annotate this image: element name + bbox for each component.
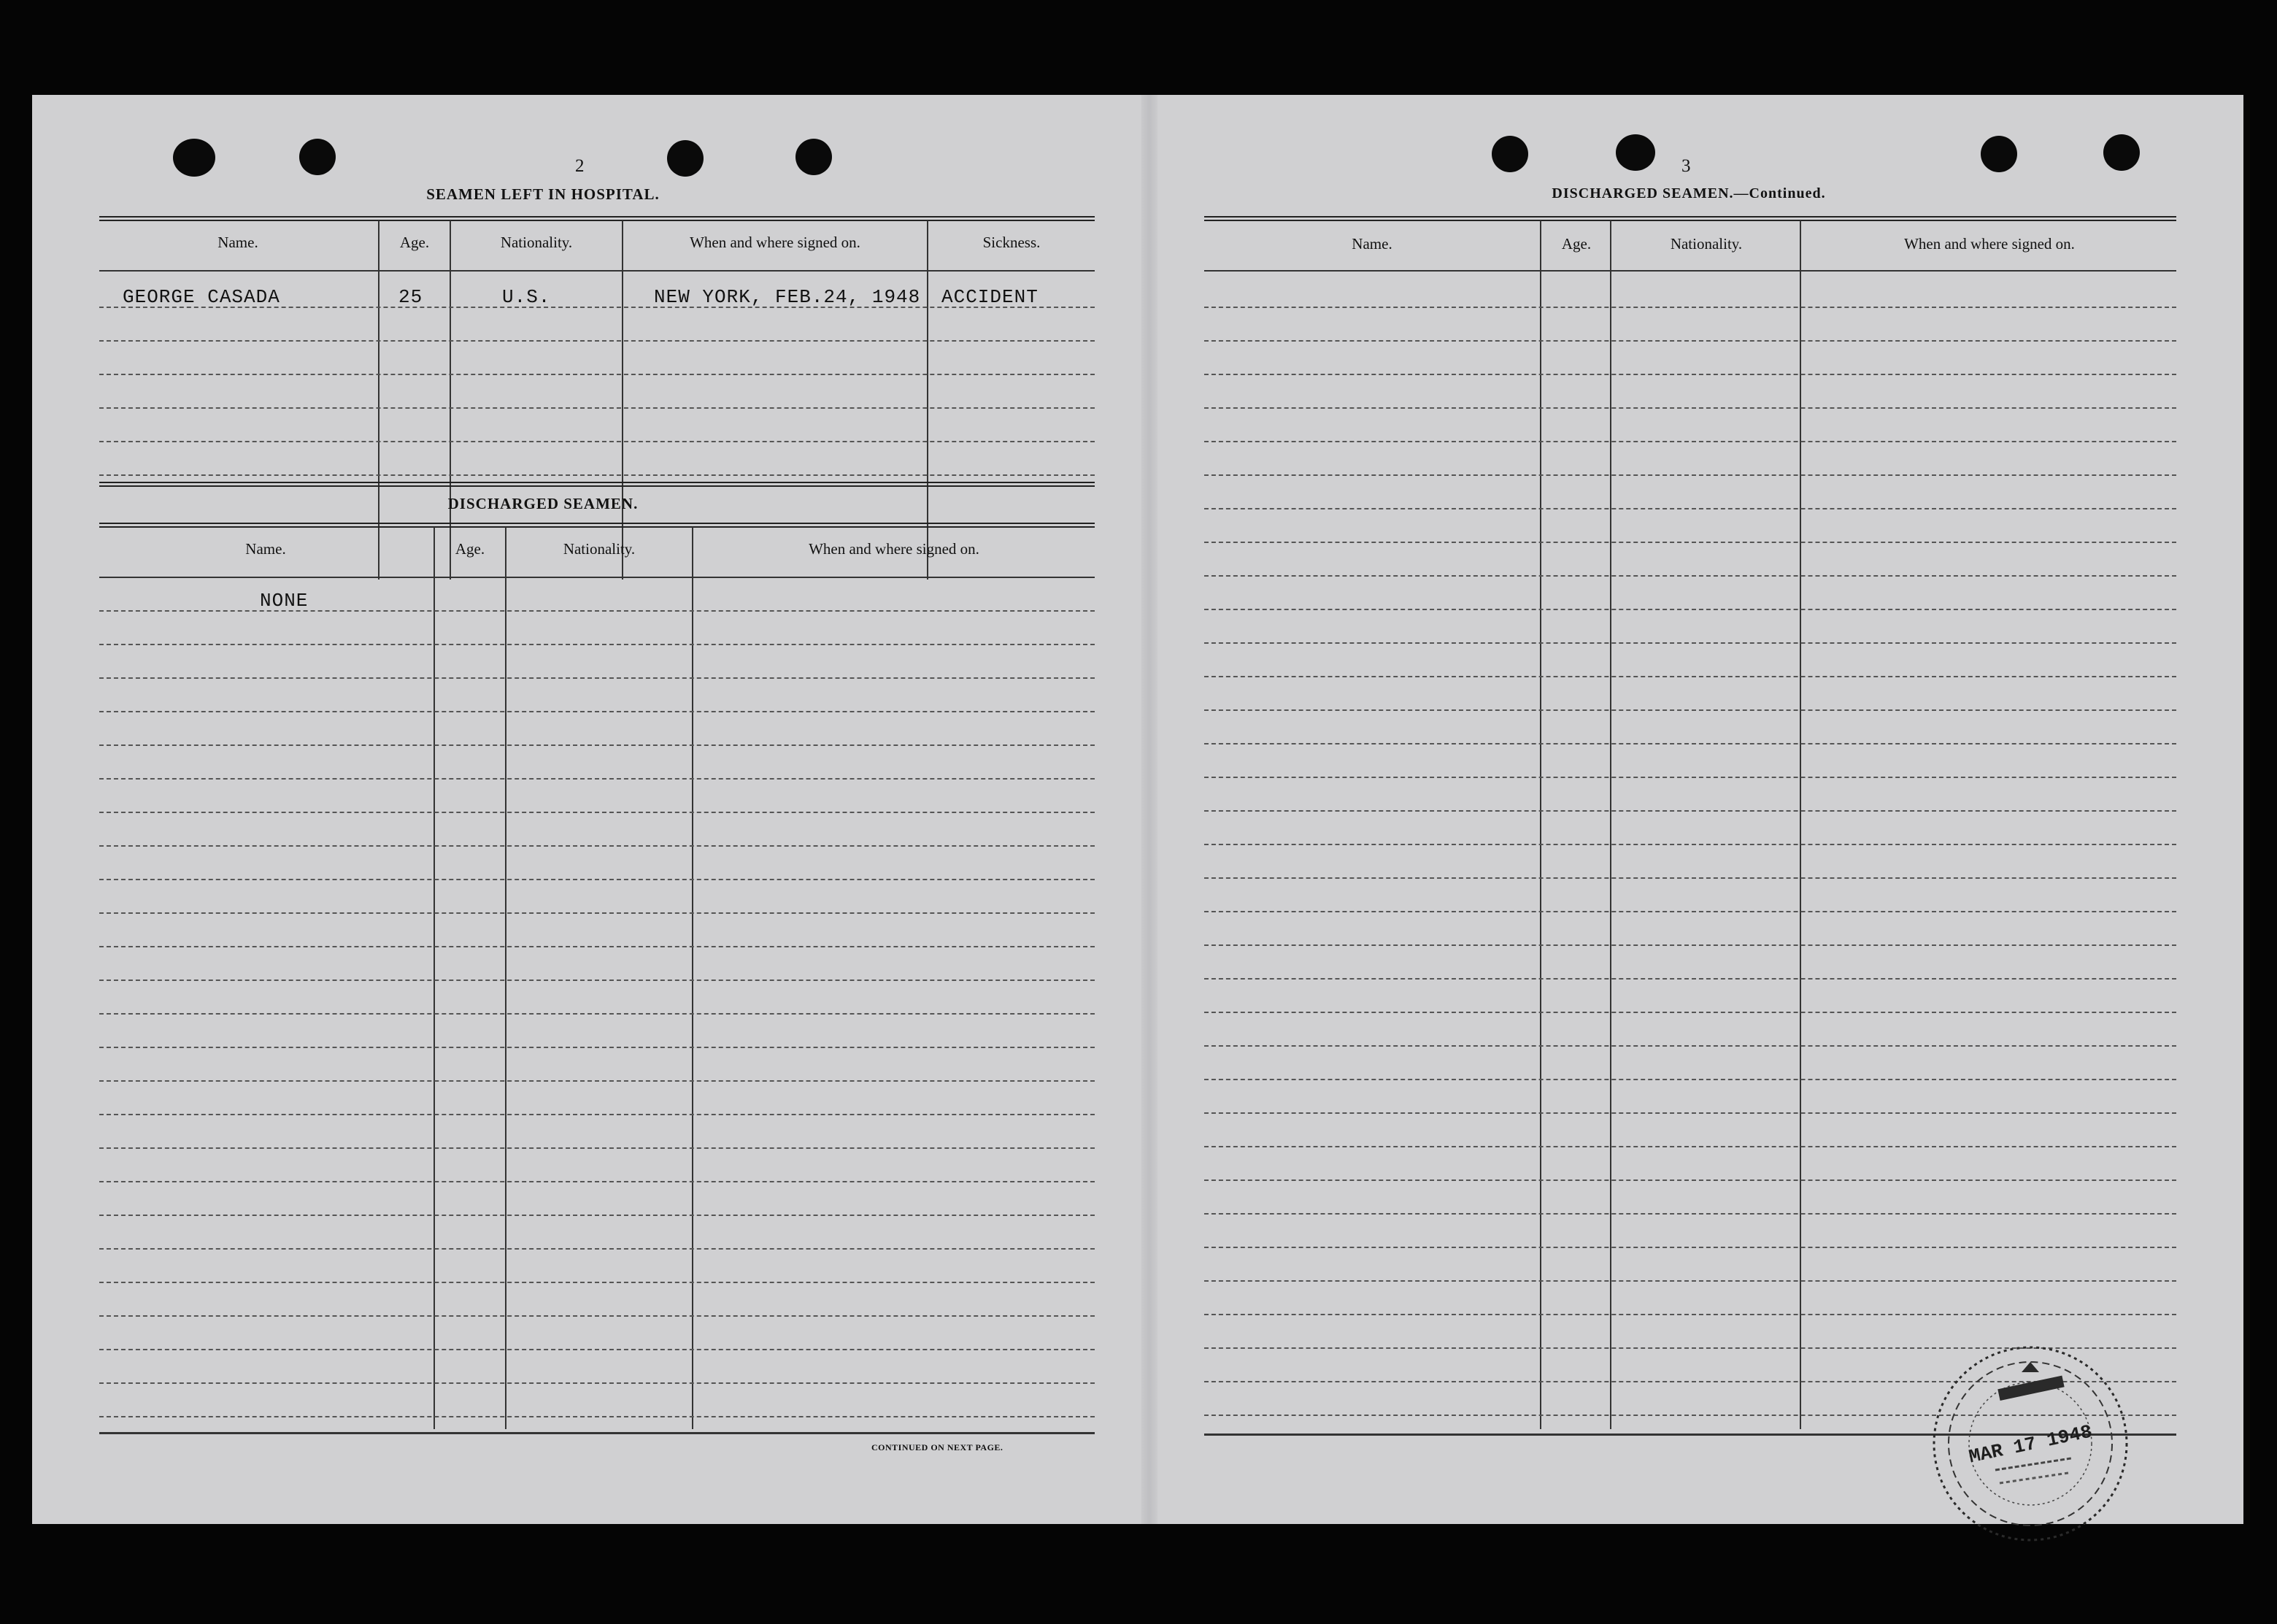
entry-line xyxy=(1204,374,2176,375)
entry-line xyxy=(1204,1213,2176,1215)
entry-line xyxy=(1204,575,2176,577)
column-separator xyxy=(505,527,506,1429)
entry-line xyxy=(99,1147,1095,1149)
right-section-title: DISCHARGED SEAMEN.—Continued. xyxy=(1552,185,1826,201)
entry-line xyxy=(99,1013,1095,1015)
entry-line xyxy=(99,879,1095,880)
document-sheet xyxy=(32,95,2243,1524)
hospital-entry-signed-on: NEW YORK, FEB.24, 1948 xyxy=(654,286,921,308)
page-fold xyxy=(1141,95,1157,1524)
entry-line xyxy=(1204,1012,2176,1013)
hospital-col-age: Age. xyxy=(399,234,430,251)
header-rule xyxy=(99,523,1095,524)
entry-line xyxy=(99,1215,1095,1216)
entry-line xyxy=(99,307,1095,308)
entry-line xyxy=(1204,1314,2176,1315)
entry-line xyxy=(1204,1280,2176,1282)
discharged-col-signed-on: When and where signed on. xyxy=(809,540,979,558)
punch-hole xyxy=(1616,134,1655,171)
header-rule xyxy=(99,216,1095,218)
entry-line xyxy=(1204,307,2176,308)
entry-line xyxy=(1204,810,2176,812)
entry-line xyxy=(1204,877,2176,879)
right-col-signed-on: When and where signed on. xyxy=(1904,235,2075,253)
hospital-section-title: SEAMEN LEFT IN HOSPITAL. xyxy=(426,185,660,203)
entry-line xyxy=(99,374,1095,375)
entry-line xyxy=(1204,642,2176,644)
entry-line xyxy=(1204,1247,2176,1248)
punch-hole xyxy=(2103,134,2140,171)
header-rule xyxy=(1204,216,2176,218)
hospital-col-name: Name. xyxy=(217,234,258,251)
right-col-name: Name. xyxy=(1352,235,1392,253)
header-rule xyxy=(1204,220,2176,221)
discharged-header-bottom-rule xyxy=(99,577,1095,578)
entry-line xyxy=(99,407,1095,409)
right-header-bottom-rule xyxy=(1204,270,2176,272)
entry-line xyxy=(99,677,1095,679)
entry-line xyxy=(99,1382,1095,1384)
entry-line xyxy=(1204,474,2176,476)
entry-line xyxy=(99,1349,1095,1350)
right-page-number: 3 xyxy=(1681,156,1691,176)
official-date-stamp xyxy=(1928,1342,2132,1546)
punch-hole xyxy=(795,139,832,175)
punch-hole xyxy=(1981,136,2017,172)
hospital-entry-age: 25 xyxy=(398,286,423,308)
entry-line xyxy=(99,1282,1095,1283)
entry-line xyxy=(1204,1079,2176,1080)
section-rule xyxy=(99,485,1095,487)
entry-line xyxy=(99,1047,1095,1048)
entry-line xyxy=(1204,340,2176,342)
header-rule xyxy=(99,526,1095,528)
entry-line xyxy=(1204,911,2176,912)
entry-line xyxy=(99,441,1095,442)
column-separator xyxy=(692,527,693,1429)
left-page-number: 2 xyxy=(575,156,585,176)
entry-line xyxy=(99,1315,1095,1317)
hospital-entry-name: GEORGE CASADA xyxy=(123,286,280,308)
column-separator xyxy=(434,527,435,1429)
entry-line xyxy=(1204,709,2176,711)
hospital-col-sickness: Sickness. xyxy=(982,234,1041,251)
hospital-entry-sickness: ACCIDENT xyxy=(941,286,1039,308)
entry-line xyxy=(99,610,1095,612)
entry-line xyxy=(99,1181,1095,1182)
entry-line xyxy=(1204,508,2176,509)
entry-line xyxy=(1204,844,2176,845)
right-col-nationality: Nationality. xyxy=(1670,235,1743,253)
entry-line xyxy=(99,711,1095,712)
hospital-header-bottom-rule xyxy=(99,270,1095,272)
entry-line xyxy=(1204,441,2176,442)
punch-hole xyxy=(1492,136,1528,172)
entry-line xyxy=(1204,743,2176,744)
entry-line xyxy=(1204,609,2176,610)
continued-note: CONTINUED ON NEXT PAGE. xyxy=(871,1442,1003,1452)
hospital-col-signed-on: When and where signed on. xyxy=(690,234,860,251)
entry-line xyxy=(99,980,1095,981)
entry-line xyxy=(99,778,1095,780)
discharged-col-name: Name. xyxy=(245,540,286,558)
entry-line xyxy=(1204,978,2176,980)
punch-hole xyxy=(299,139,336,175)
entry-line xyxy=(1204,1179,2176,1181)
entry-line xyxy=(1204,676,2176,677)
entry-line xyxy=(1204,1112,2176,1114)
entry-line xyxy=(99,744,1095,746)
entry-line xyxy=(1204,1045,2176,1047)
punch-hole xyxy=(667,140,704,177)
entry-line xyxy=(99,845,1095,847)
entry-line xyxy=(1204,407,2176,409)
right-col-age: Age. xyxy=(1561,235,1592,253)
entry-line xyxy=(99,1416,1095,1417)
table-bottom-rule xyxy=(99,1432,1095,1434)
stamp-date: MAR 17 1948 xyxy=(1967,1420,2095,1469)
entry-line xyxy=(99,1248,1095,1250)
discharged-col-age: Age. xyxy=(455,540,485,558)
entry-line xyxy=(99,1114,1095,1115)
entry-line xyxy=(1204,777,2176,778)
entry-line xyxy=(99,340,1095,342)
discharged-entry-name: NONE xyxy=(260,590,309,612)
header-rule xyxy=(99,220,1095,221)
hospital-col-nationality: Nationality. xyxy=(500,234,573,251)
discharged-col-nationality: Nationality. xyxy=(563,540,636,558)
entry-line xyxy=(99,1080,1095,1082)
entry-line xyxy=(1204,1146,2176,1147)
entry-line xyxy=(99,812,1095,813)
entry-line xyxy=(99,474,1095,476)
entry-line xyxy=(99,946,1095,947)
entry-line xyxy=(99,644,1095,645)
hospital-entry-nationality: U.S. xyxy=(502,286,551,308)
discharged-section-title: DISCHARGED SEAMEN. xyxy=(447,495,639,512)
entry-line xyxy=(1204,542,2176,543)
punch-hole xyxy=(173,139,215,177)
section-rule xyxy=(99,482,1095,483)
entry-line xyxy=(99,912,1095,914)
entry-line xyxy=(1204,944,2176,946)
